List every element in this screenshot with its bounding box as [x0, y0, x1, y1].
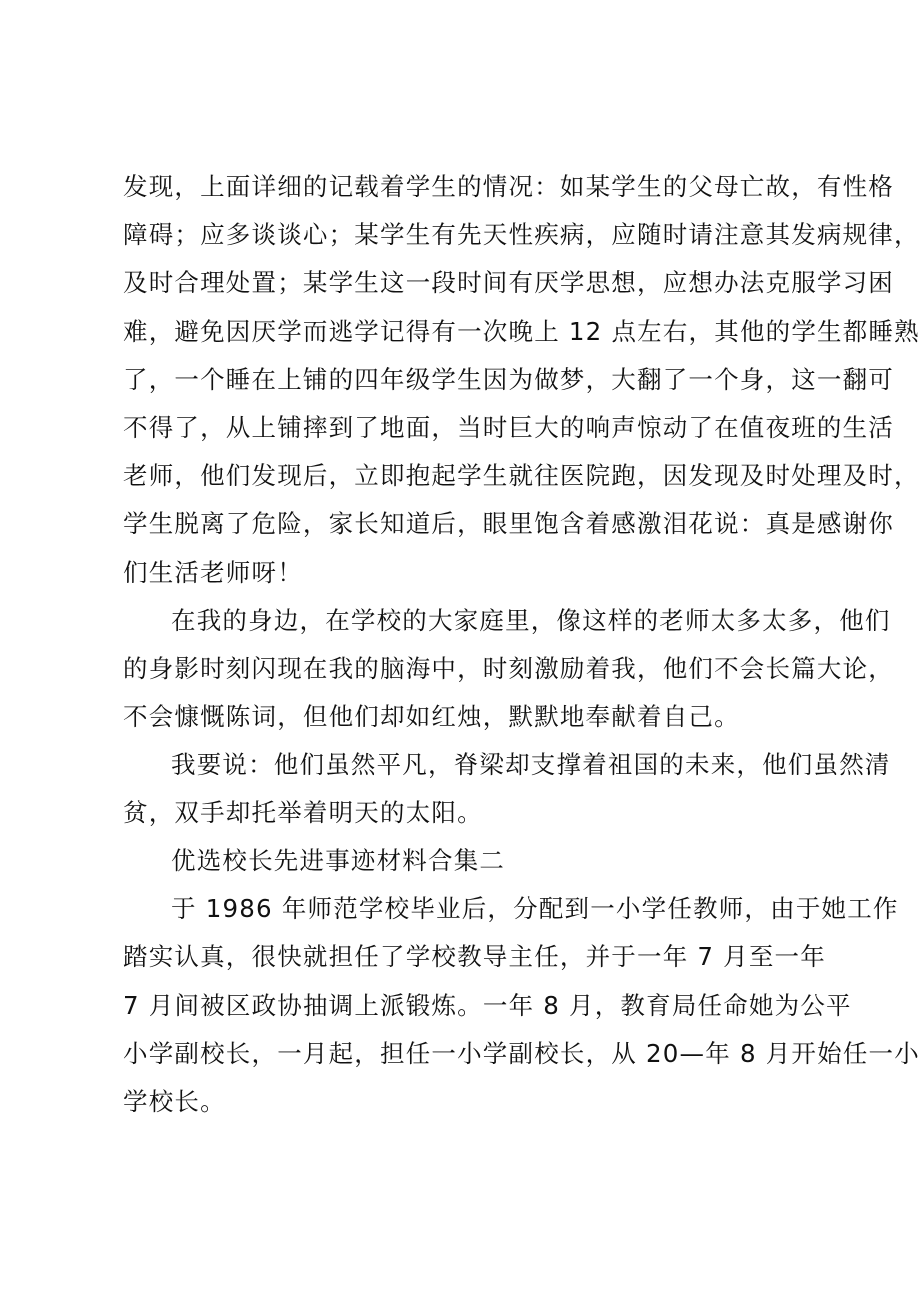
text-line: 于 1986 年师范学校毕业后，分配到一小学任教师，由于她工作	[171, 894, 899, 923]
text-line: 了，一个睡在上铺的四年级学生因为做梦，大翻了一个身，这一翻可	[123, 365, 894, 394]
text-line: 7 月间被区政协抽调上派锻炼。一年 8 月，教育局任命她为公平	[123, 991, 852, 1020]
text-line: 难，避免因厌学而逃学记得有一次晚上 12 点左右，其他的学生都睡熟	[123, 317, 920, 346]
text-line: 障碍；应多谈谈心；某学生有先天性疾病，应随时请注意其发病规律，	[123, 220, 920, 249]
text-line: 老师，他们发现后，立即抱起学生就往医院跑，因发现及时处理及时，	[123, 461, 920, 490]
text-line: 及时合理处置；某学生这一段时间有厌学思想，应想办法克服学习困	[123, 268, 894, 297]
text-line: 在我的身边，在学校的大家庭里，像这样的老师太多太多，他们	[171, 606, 891, 635]
text-line: 学生脱离了危险，家长知道后，眼里饱含着感激泪花说：真是感谢你	[123, 509, 894, 538]
text-line: 小学副校长，一月起，担任一小学副校长，从 20—年 8 月开始任一小	[123, 1039, 920, 1068]
section-heading: 优选校长先进事迹材料合集二	[171, 846, 506, 875]
text-line: 学校长。	[123, 1087, 226, 1116]
text-line: 我要说：他们虽然平凡，脊梁却支撑着祖国的未来，他们虽然清	[171, 750, 891, 779]
text-line: 贫，双手却托举着明天的太阳。	[123, 798, 483, 827]
text-line: 发现，上面详细的记载着学生的情况：如某学生的父母亡故，有性格	[123, 172, 894, 201]
text-line: 们生活老师呀！	[123, 558, 303, 587]
text-line: 不得了，从上铺摔到了地面，当时巨大的响声惊动了在值夜班的生活	[123, 413, 894, 442]
text-line: 的身影时刻闪现在我的脑海中，时刻激励着我，他们不会长篇大论，	[123, 654, 894, 683]
text-line: 不会慷慨陈词，但他们却如红烛，默默地奉献着自己。	[123, 702, 740, 731]
text-line: 踏实认真，很快就担任了学校教导主任，并于一年 7 月至一年	[123, 942, 826, 971]
